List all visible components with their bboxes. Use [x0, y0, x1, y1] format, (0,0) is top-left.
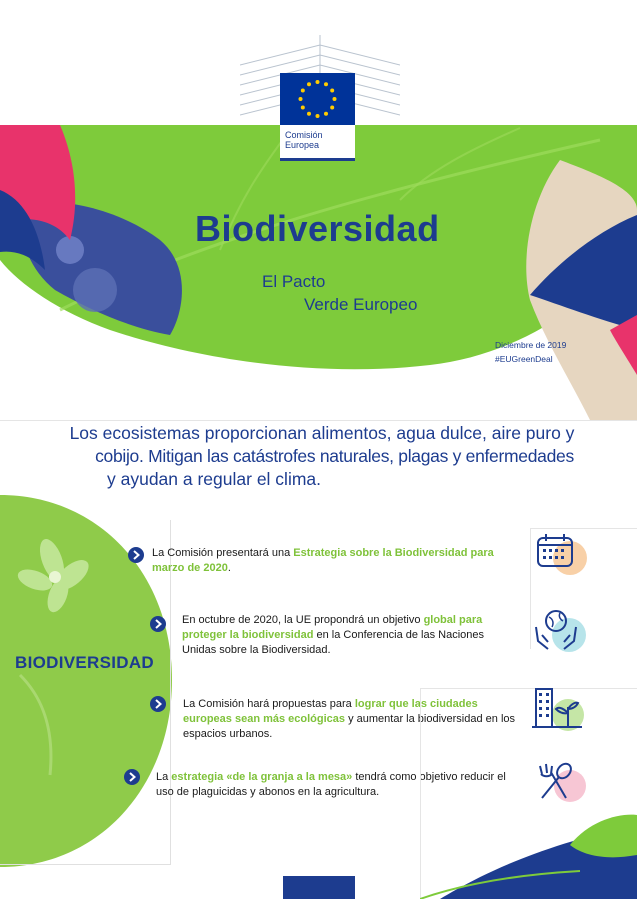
divider — [0, 420, 637, 421]
city-plant-icon — [528, 685, 588, 737]
left-panel-border — [0, 864, 170, 865]
bullet-arrow-icon — [128, 547, 144, 563]
eu-flag — [280, 73, 355, 125]
headline-line2: cobijo. Mitigan las catástrofes naturales, plagas y enfermedades — [95, 446, 574, 466]
list-item: La estrategia «de la granja a la mesa» tendrá como objetivo reducir el uso de plaguicidas y abonos en la agricultura. — [156, 771, 506, 798]
eu-stars-icon — [280, 73, 355, 125]
headline-line1: Los ecosistemas proporcionan alimentos, agua dulce, aire puro y — [69, 423, 575, 443]
bottom-right-decoration — [420, 795, 637, 899]
commission-name-box — [280, 125, 355, 161]
calendar-icon — [534, 532, 589, 580]
brand-name-line2: Europea — [285, 140, 320, 150]
green-leaf-small — [570, 815, 637, 858]
green-circle-photo — [0, 495, 175, 870]
bottom-blue-bar — [283, 876, 355, 899]
subtitle-line2: Verde Europeo — [304, 295, 418, 314]
bullet-arrow-icon — [150, 616, 166, 632]
headline — [62, 422, 582, 491]
list-item: La Comisión presentará una Estrategia sobre la Biodiversidad para marzo de 2020. — [152, 547, 494, 574]
headline-line3: y ayudan a regular el clima. — [107, 469, 321, 489]
subtitle-line1: El Pacto — [262, 272, 326, 291]
bullet-arrow-icon — [124, 769, 140, 785]
bullet-arrow-icon — [150, 696, 166, 712]
hashtag-label: #EUGreenDeal — [495, 354, 553, 364]
brand-name-line1: Comisión — [285, 130, 323, 140]
section-label: BIODIVERSIDAD — [15, 653, 154, 672]
page-title: Biodiversidad — [195, 208, 440, 249]
globe-hands-icon — [532, 605, 587, 657]
date-label: Diciembre de 2019 — [495, 340, 567, 350]
list-item: La Comisión hará propuestas para lograr que las ciudades europeas sean más ecológicas y aumentar la biodiversidad en los espacios urbanos. — [183, 698, 516, 740]
list-item: En octubre de 2020, la UE propondrá un objetivo global para proteger la biodiversidad en la Conferencia de las Naciones Unidas sobre la Biodiversidad. — [182, 614, 485, 656]
